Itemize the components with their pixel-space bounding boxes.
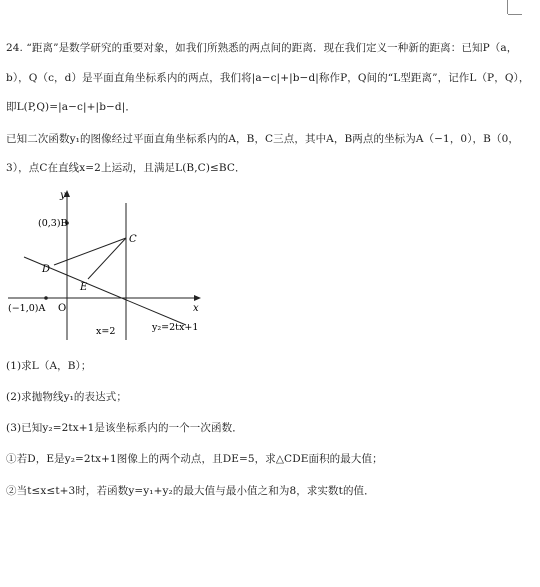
question-3-part-2: ②当t≤x≤t+3时，若函数y=y₁+y₂的最大值与最小值之和为8，求实数t的值．: [6, 485, 375, 497]
point-E-label: E: [80, 282, 88, 293]
question-2: (2)求抛物线y₁的表达式；: [6, 391, 127, 403]
problem-line-3: 即L(P,Q)=|a−c|+|b−d|．: [6, 101, 136, 113]
problem-line-1: 24. “距离”是数学研究的重要对象，如我们所熟悉的两点间的距离．现在我们定义一种新的距离：已知P（a，: [6, 42, 518, 54]
line-x2-label: x=2: [96, 326, 116, 337]
point-B-label: (0,3)B: [38, 218, 68, 229]
point-A-label: (−1,0)A: [8, 303, 46, 314]
page-corner-mark: [507, 0, 508, 14]
segment-EC: [88, 238, 126, 279]
x-axis-label: x: [193, 303, 199, 314]
problem-line-5: 3），点C在直线x=2上运动，且满足L(B,C)≤BC．: [6, 162, 246, 174]
question-3: (3)已知y₂=2tx+1是该坐标系内的一个一次函数．: [6, 422, 243, 434]
question-1: (1)求L（A，B）；: [6, 360, 92, 372]
point-D-label: D: [42, 264, 51, 275]
problem-line-2: b），Q（c，d）是平面直角坐标系内的两点，我们将|a−c|+|b−d|称作P，Q间的“L型距离”，记作L（P，Q），: [6, 72, 530, 84]
x-axis-arrow: [194, 295, 201, 301]
coordinate-figure: [0, 185, 215, 345]
point-A: [44, 296, 48, 300]
point-C-label: C: [129, 234, 137, 245]
page-corner-mark: [508, 14, 522, 15]
origin-label: O: [58, 303, 67, 314]
problem-line-4: 已知二次函数y₁的图像经过平面直角坐标系内的A，B，C三点，其中A，B两点的坐标为A（−1，0），B（0，: [6, 133, 519, 145]
question-3-part-1: ①若D，E是y₂=2tx+1图像上的两个动点，且DE=5，求△CDE面积的最大值；: [6, 453, 383, 465]
segment-DC: [54, 238, 126, 265]
line-y2-label: y₂=2tx+1: [152, 322, 199, 333]
y-axis-label: y: [60, 190, 66, 201]
